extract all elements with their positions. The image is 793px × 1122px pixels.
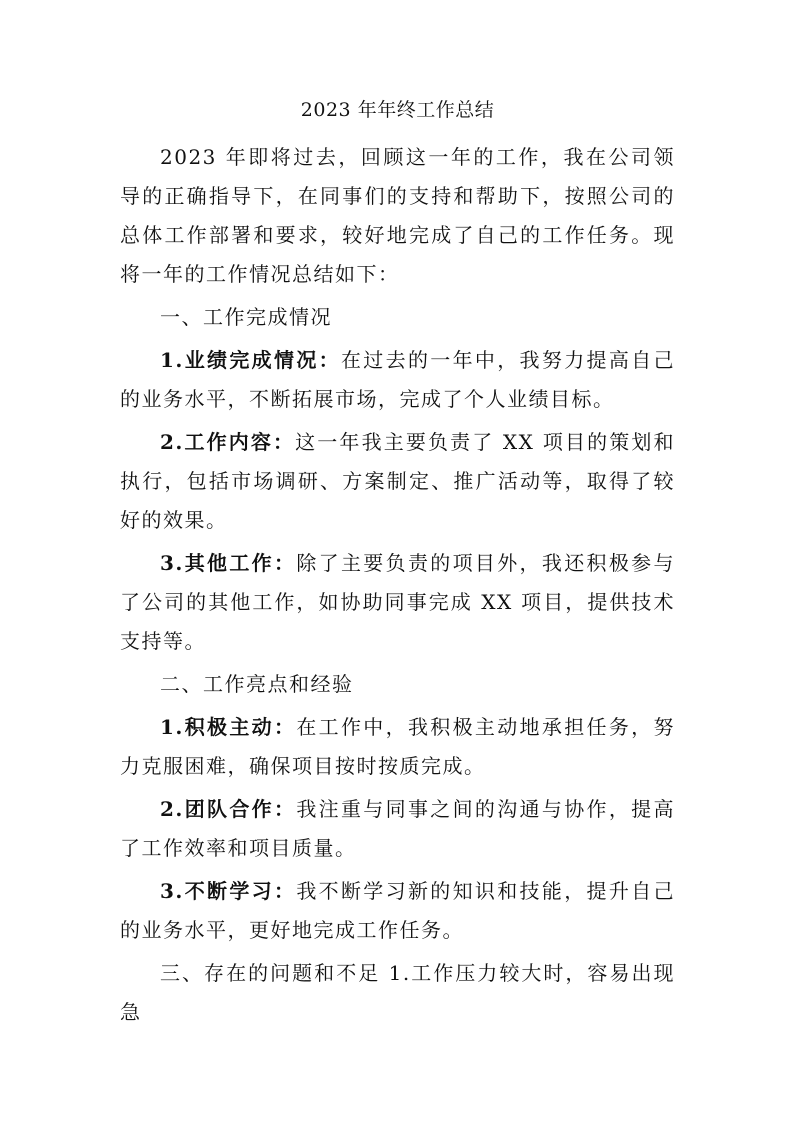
item-label: 1.业绩完成情况：	[160, 348, 341, 372]
item-text: 在过去的一年中，我努力提高自己的业务水平，不断拓展市场，完成了个人业绩目标。	[120, 348, 675, 411]
document-body	[120, 94, 675, 1032]
section-2-item-3	[120, 872, 675, 950]
section-2-item-2	[120, 790, 675, 868]
section-1-item-1	[120, 341, 675, 419]
item-label: 1.积极主动：	[160, 715, 297, 739]
section-1-item-2	[120, 423, 675, 540]
section-3-line: 三、存在的问题和不足 1.工作压力较大时，容易出现急	[120, 961, 675, 1024]
item-text: 在工作中，我积极主动地承担任务，努力克服困难，确保项目按时按质完成。	[120, 715, 675, 778]
item-label: 3.不断学习：	[160, 879, 297, 903]
item-label: 3.其他工作：	[160, 551, 297, 575]
section-2-item-1	[120, 708, 675, 786]
item-text: 我注重与同事之间的沟通与协作，提高了工作效率和项目质量。	[120, 797, 675, 860]
section-1-heading: 一、工作完成情况	[160, 305, 332, 329]
item-text: 我不断学习新的知识和技能，提升自己的业务水平，更好地完成工作任务。	[120, 879, 675, 942]
item-label: 2.团队合作：	[160, 797, 297, 821]
item-label: 2.工作内容：	[160, 430, 296, 454]
section-1-item-3	[120, 544, 675, 661]
item-text: 除了主要负责的项目外，我还积极参与了公司的其他工作，如协助同事完成 XX 项目，提供技术支持等。	[120, 551, 675, 653]
document-title: 2023 年年终工作总结	[300, 99, 495, 121]
section-2-heading: 二、工作亮点和经验	[160, 672, 354, 696]
intro-paragraph: 2023 年即将过去，回顾这一年的工作，我在公司领导的正确指导下，在同事们的支持和帮助下，按照公司的总体工作部署和要求，较好地完成了自己的工作任务。现将一年的工作情况总结如下：	[120, 145, 675, 286]
item-text: 这一年我主要负责了 XX 项目的策划和执行，包括市场调研、方案制定、推广活动等，取得了较好的效果。	[120, 430, 675, 532]
